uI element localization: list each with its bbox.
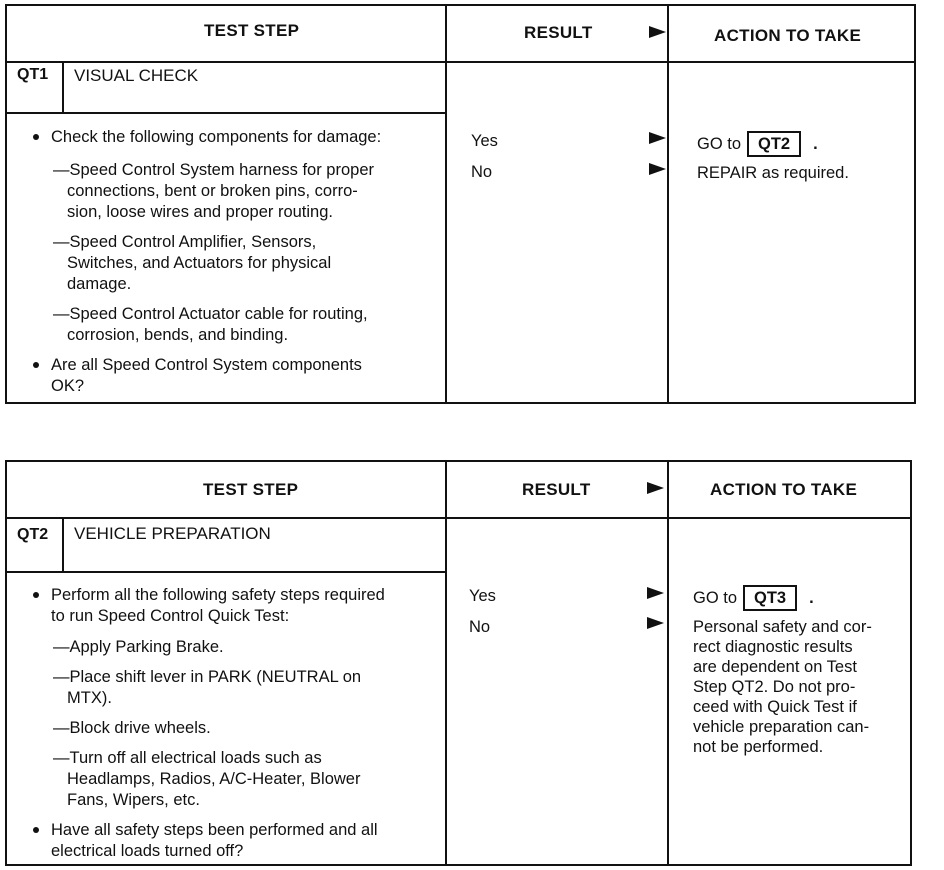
instruction-text: Check the following components for damage:	[51, 128, 382, 146]
step-id-divider	[62, 61, 64, 112]
bullet-icon	[33, 362, 39, 368]
instruction-text: —Block drive wheels.	[53, 719, 211, 737]
instruction-text: Have all safety steps been performed and all	[51, 821, 378, 839]
result-no: No	[471, 163, 493, 181]
header-action: ACTION TO TAKE	[710, 480, 858, 499]
period: .	[809, 589, 814, 607]
instruction-text: OK?	[51, 377, 85, 395]
note-line: vehicle preparation can-	[693, 718, 870, 736]
header-result: RESULT	[524, 23, 593, 42]
arrow-icon	[649, 26, 666, 38]
instruction-text: Switches, and Actuators for physical	[67, 254, 332, 272]
action-repair: REPAIR as required.	[697, 164, 849, 182]
step-id-divider	[62, 517, 64, 571]
column-divider	[667, 462, 669, 864]
arrow-icon	[647, 617, 664, 629]
result-yes: Yes	[471, 132, 498, 150]
action-goto	[693, 585, 814, 611]
note-line: Step QT2. Do not pro-	[693, 678, 856, 696]
instruction-text: corrosion, bends, and binding.	[67, 326, 289, 344]
goto-label: GO to	[697, 135, 742, 153]
instruction-text: Are all Speed Control System components	[51, 356, 362, 374]
note-line: rect diagnostic results	[693, 638, 853, 656]
instruction-text: —Apply Parking Brake.	[53, 638, 224, 656]
instruction-text: Perform all the following safety steps required	[51, 586, 385, 604]
step-id: QT1	[17, 66, 49, 83]
goto-step-box: QT2	[747, 131, 801, 157]
arrow-icon	[647, 587, 664, 599]
test-table-qt2	[5, 460, 912, 866]
column-divider	[445, 462, 447, 864]
step-title-divider	[7, 571, 445, 573]
step-title-divider	[7, 112, 445, 114]
instruction-text: Headlamps, Radios, A/C-Heater, Blower	[67, 770, 361, 788]
header-test-step: TEST STEP	[203, 480, 299, 499]
instruction-text: —Place shift lever in PARK (NEUTRAL on	[53, 668, 362, 686]
period: .	[813, 135, 818, 153]
header-result: RESULT	[522, 480, 591, 499]
arrow-icon	[649, 132, 666, 144]
goto-label: GO to	[693, 589, 738, 607]
note-line: Personal safety and cor-	[693, 618, 872, 636]
instruction-text: to run Speed Control Quick Test:	[51, 607, 290, 625]
arrow-icon	[647, 482, 664, 494]
instruction-text: electrical loads turned off?	[51, 842, 244, 860]
action-goto	[697, 131, 818, 157]
step-title: VISUAL CHECK	[74, 66, 199, 85]
instruction-text: Fans, Wipers, etc.	[67, 791, 200, 809]
goto-step-box: QT3	[743, 585, 797, 611]
note-line: are dependent on Test	[693, 658, 857, 676]
bullet-icon	[33, 592, 39, 598]
step-title: VEHICLE PREPARATION	[74, 524, 271, 543]
header-divider	[7, 61, 914, 63]
instruction-text: sion, loose wires and proper routing.	[67, 203, 333, 221]
arrow-icon	[649, 163, 666, 175]
instruction-text: —Speed Control Amplifier, Sensors,	[53, 233, 317, 251]
instruction-text: MTX).	[67, 689, 112, 707]
header-action: ACTION TO TAKE	[714, 26, 862, 45]
note-line: ceed with Quick Test if	[693, 698, 857, 716]
result-no: No	[469, 618, 491, 636]
instruction-text: —Speed Control Actuator cable for routing,	[53, 305, 368, 323]
bullet-icon	[33, 134, 39, 140]
header-divider	[7, 517, 910, 519]
test-table-qt1	[5, 4, 916, 404]
instruction-text: —Turn off all electrical loads such as	[53, 749, 322, 767]
step-id: QT2	[17, 526, 49, 543]
action-note	[693, 617, 872, 757]
note-line: not be performed.	[693, 738, 824, 756]
header-test-step: TEST STEP	[204, 21, 300, 40]
column-divider	[445, 6, 447, 402]
instruction-text: —Speed Control System harness for proper	[53, 161, 374, 179]
column-divider	[667, 6, 669, 402]
result-yes: Yes	[469, 587, 496, 605]
bullet-icon	[33, 827, 39, 833]
instruction-text: damage.	[67, 275, 132, 293]
instruction-text: connections, bent or broken pins, corro-	[67, 182, 358, 200]
